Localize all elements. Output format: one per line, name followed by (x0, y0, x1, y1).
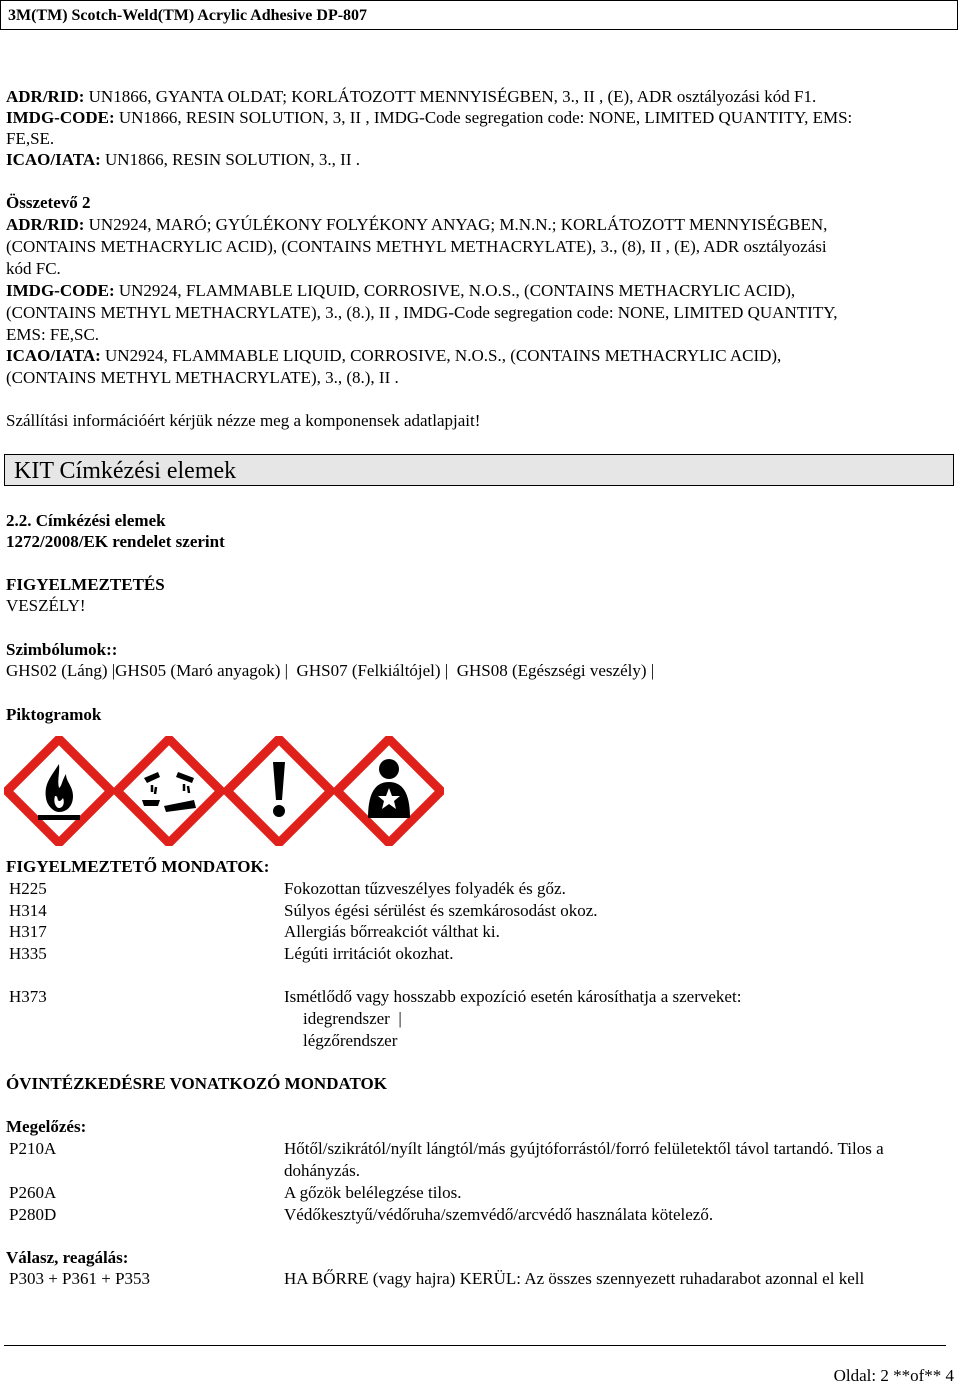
signal-word-label: FIGYELMEZTETÉS (6, 575, 165, 594)
symbols-label: Szimbólumok:: (6, 640, 118, 659)
imdg-label: IMDG-CODE: (6, 281, 115, 300)
target-organ: idegrendszer | (303, 1009, 402, 1028)
flame-pictogram (4, 736, 114, 846)
hazard-code: H225 (9, 879, 47, 898)
pictograms-label: Piktogramok (6, 705, 102, 724)
hazard-text: Fokozottan tűzveszélyes folyadék és gőz. (284, 879, 566, 898)
comp2-imdg-line2: (CONTAINS METHYL METHACRYLATE), 3., (8.), II , IMDG-Code segregation code: NONE, LIMITED QUANTITY, (6, 303, 838, 322)
symbols-text: GHS02 (Láng) |GHS05 (Maró anyagok) | GHS07 (Felkiáltójel) | GHS08 (Egészségi veszély) | (6, 661, 655, 680)
signal-word-value: VESZÉLY! (6, 596, 86, 615)
adr-label: ADR/RID: (6, 87, 85, 106)
adr-label: ADR/RID: (6, 215, 85, 234)
imdg-text: UN2924, FLAMMABLE LIQUID, CORROSIVE, N.O.S., (CONTAINS METHACRYLIC ACID), (114, 281, 796, 300)
health-hazard-pictogram (334, 736, 444, 846)
icao-label: ICAO/IATA: (6, 150, 101, 169)
icao-text: UN1866, RESIN SOLUTION, 3., II . (100, 150, 360, 169)
hazard-code: H317 (9, 922, 47, 941)
comp2-imdg-line (6, 281, 795, 301)
document-header (0, 0, 958, 30)
transport-note: Szállítási információért kérjük nézze meg a komponensek adatlapjait! (6, 411, 481, 430)
comp2-icao-line2: (CONTAINS METHYL METHACRYLATE), 3., (8.), II . (6, 368, 399, 387)
product-title: 3M(TM) Scotch-Weld(TM) Acrylic Adhesive DP-807 (8, 7, 368, 24)
precaution-code: P280D (9, 1205, 57, 1224)
precaution-text: A gőzök belélegzése tilos. (284, 1183, 462, 1202)
comp2-adr-line2: (CONTAINS METHACRYLIC ACID), (CONTAINS METHYL METHACRYLATE), 3., (8), II , (E), ADR osztályozási (6, 237, 827, 256)
page-number: Oldal: 2 **of** 4 (833, 1366, 954, 1385)
comp2-imdg-line3: EMS: FE,SC. (6, 325, 100, 344)
precaution-text: Védőkesztyű/védőruha/szemvédő/arcvédő használata kötelező. (284, 1205, 714, 1224)
icao-label: ICAO/IATA: (6, 346, 101, 365)
hazard-code: H335 (9, 944, 47, 963)
adr-text: UN2924, MARÓ; GYÚLÉKONY FOLYÉKONY ANYAG; M.N.N.; KORLÁTOZOTT MENNYISÉGBEN, (84, 215, 828, 234)
corrosion-pictogram (114, 736, 224, 846)
exclamation-pictogram (224, 736, 334, 846)
hazard-title: FIGYELMEZTETŐ MONDATOK: (6, 857, 270, 876)
hazard-code: H314 (9, 901, 47, 920)
comp2-adr-line3: kód FC. (6, 259, 61, 278)
section-title: KIT Címkézési elemek (14, 458, 237, 484)
hazard-text: Allergiás bőrreakciót válthat ki. (284, 922, 500, 941)
precaution-code: P303 + P361 + P353 (9, 1269, 151, 1288)
comp1-imdg-line2: FE,SE. (6, 129, 55, 148)
comp2-icao-line (6, 346, 781, 366)
imdg-label: IMDG-CODE: (6, 108, 115, 127)
response-label: Válasz, reagálás: (6, 1248, 129, 1267)
precaution-text: Hőtől/szikrától/nyílt lángtól/más gyújtóforrástól/forró felületektől távol tartandó. Tilos a (284, 1139, 884, 1158)
comp2-adr-line (6, 215, 827, 235)
regulation-subtitle: 1272/2008/EK rendelet szerint (6, 532, 225, 551)
comp1-adr-line (6, 87, 816, 107)
imdg-text: UN1866, RESIN SOLUTION, 3, II , IMDG-Code segregation code: NONE, LIMITED QUANTITY, EMS: (114, 108, 853, 127)
section-header (4, 454, 954, 486)
hazard-text: Légúti irritációt okozhat. (284, 944, 454, 963)
adr-text: UN1866, GYANTA OLDAT; KORLÁTOZOTT MENNYISÉGBEN, 3., II , (E), ADR osztályozási kód F1. (84, 87, 817, 106)
precaution-code: P260A (9, 1183, 57, 1202)
precaution-code: P210A (9, 1139, 57, 1158)
labeling-subtitle: 2.2. Címkézési elemek (6, 511, 166, 530)
prevention-label: Megelőzés: (6, 1117, 87, 1136)
footer-divider (4, 1345, 946, 1346)
comp1-icao-line (6, 150, 360, 170)
precaution-title: ÓVINTÉZKEDÉSRE VONATKOZÓ MONDATOK (6, 1074, 387, 1093)
hazard-text: Ismétlődő vagy hosszabb expozíció esetén károsíthatja a szerveket: (284, 987, 742, 1006)
hazard-code: H373 (9, 987, 47, 1006)
target-organ: légzőrendszer (303, 1031, 398, 1050)
precaution-text: HA BŐRRE (vagy hajra) KERÜL: Az összes szennyezett ruhadarabot azonnal el kell (284, 1269, 865, 1288)
comp1-imdg-line (6, 108, 852, 128)
hazard-text: Súlyos égési sérülést és szemkárosodást okoz. (284, 901, 598, 920)
component2-title: Összetevő 2 (6, 193, 91, 212)
icao-text: UN2924, FLAMMABLE LIQUID, CORROSIVE, N.O.S., (CONTAINS METHACRYLIC ACID), (100, 346, 782, 365)
precaution-text: dohányzás. (284, 1161, 361, 1180)
